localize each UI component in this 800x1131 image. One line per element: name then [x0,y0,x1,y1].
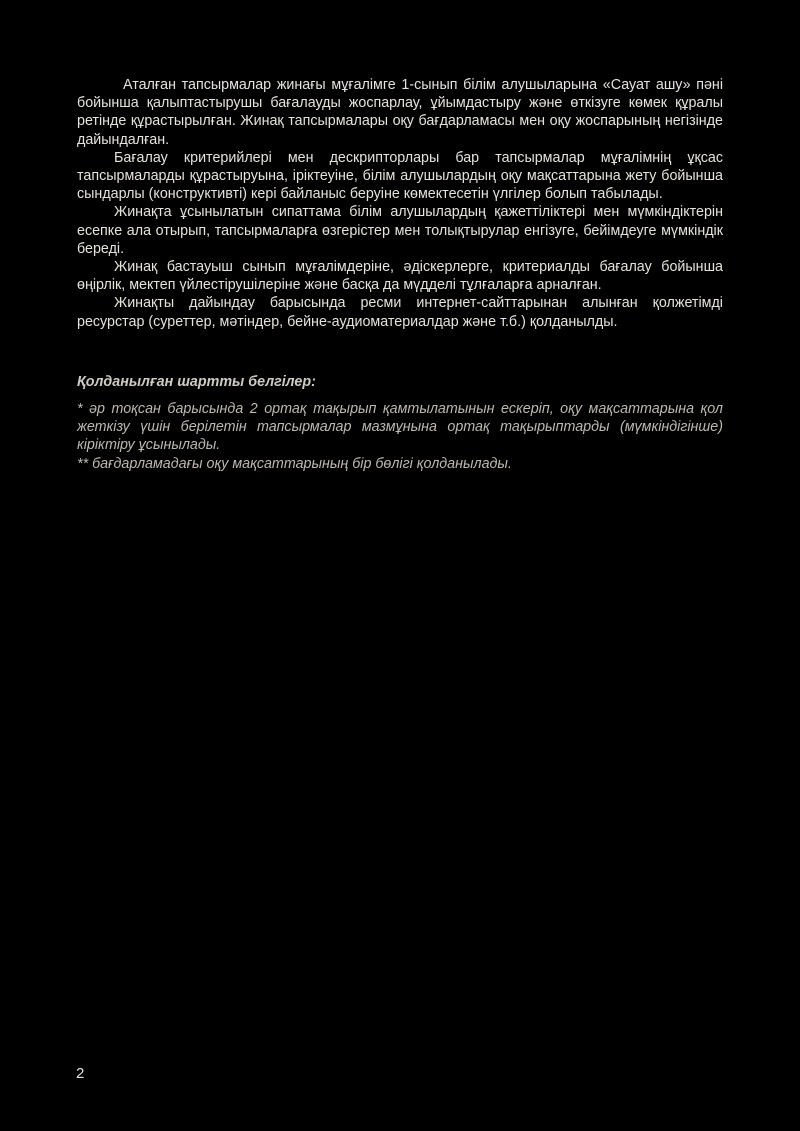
intro-paragraph: Аталған тапсырмалар жинағы мұғалімге 1-сынып білім алушыларына «Сауат ашу» пәні бойынша қалыптастырушы бағалауды жоспарлау, ұйымдастыру және өткізуге көмек құралы ретінде құрастырылған. Жинақ тапсырмалары оқу бағдарламасы мен оқу жоспарының негізінде дайындалған. [77,77,723,148]
legend-section [77,373,723,473]
legend-heading: Қолданылған шартты белгілер: [77,373,316,390]
legend-note-single-asterisk: * әр тоқсан барысында 2 ортақ тақырып қамтылатынын ескеріп, оқу мақсаттарына қол жеткізу үшін берілетін тапсырмалар мазмұнына ортақ тақырыптарды (мүмкіндігінше) кіріктіру ұсынылады. [77,401,723,454]
description-paragraph: Жинақта ұсынылатын сипаттама білім алушылардың қажеттіліктері мен мүмкіндіктерін есепке ала отырып, тапсырмаларға өзгерістер мен толықтырулар енгізуге, бейімдеуге мүмкіндік береді. [77,204,723,257]
document-body [77,76,723,473]
audience-paragraph: Жинақ бастауыш сынып мұғалімдеріне, әдіскерлерге, критериалды бағалау бойынша өңірлік, мектеп үйлестірушілеріне және басқа да мүдделі тұлғаларға арналған. [77,259,723,294]
legend-note-double-asterisk: ** бағдарламадағы оқу мақсаттарының бір бөлігі қолданылады. [77,455,512,472]
resources-paragraph: Жинақты дайындау барысында ресми интернет-сайттарынан алынған қолжетімді ресурстар (суреттер, мәтіндер, бейне-аудиоматериалдар және т.б.) қолданылды. [77,295,723,330]
criteria-paragraph: Бағалау критерийлері мен дескрипторлары бар тапсырмалар мұғалімнің ұқсас тапсырмаларды құрастыруына, іріктеуіне, білім алушылардың оқу мақсаттарына жету бойынша сындарлы (конструктивті) кері байланыс беруіне көмектесетін үлгілер болып табылады. [77,149,723,203]
page-number: 2 [76,1065,85,1082]
